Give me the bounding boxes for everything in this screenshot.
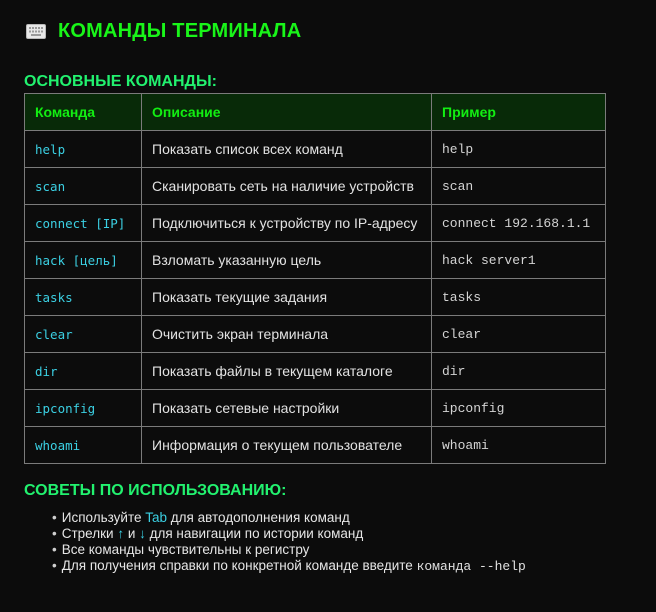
- description-cell: Информация о текущем пользователе: [142, 427, 432, 464]
- table-row: [25, 279, 606, 316]
- description-cell: Показать сетевые настройки: [142, 390, 432, 427]
- description-cell: Показать текущие задания: [142, 279, 432, 316]
- tip-text: для навигации по истории команд: [145, 526, 364, 541]
- description-cell: Сканировать сеть на наличие устройств: [142, 168, 432, 205]
- tip-item: [52, 526, 526, 542]
- command-cell: connect [IP]: [25, 205, 142, 242]
- table-row: [25, 427, 606, 464]
- example-cell: clear: [432, 316, 606, 353]
- usage-tips-list: [52, 510, 526, 575]
- commands-table: [24, 93, 606, 464]
- tip-item: [52, 542, 526, 558]
- tip-text: для автодополнения команд: [167, 510, 350, 525]
- column-header-description: Описание: [142, 94, 432, 131]
- example-cell: scan: [432, 168, 606, 205]
- tip-text: Используйте: [61, 510, 146, 525]
- arrow-up-icon: ↑: [117, 526, 125, 541]
- column-header-command: Команда: [25, 94, 142, 131]
- command-cell: scan: [25, 168, 142, 205]
- command-cell: whoami: [25, 427, 142, 464]
- usage-tips-heading: СОВЕТЫ ПО ИСПОЛЬЗОВАНИЮ:: [24, 482, 287, 499]
- column-header-example: Пример: [432, 94, 606, 131]
- example-cell: connect 192.168.1.1: [432, 205, 606, 242]
- table-row: [25, 316, 606, 353]
- command-cell: help: [25, 131, 142, 168]
- description-cell: Показать файлы в текущем каталоге: [142, 353, 432, 390]
- example-cell: dir: [432, 353, 606, 390]
- tip-item: [52, 510, 526, 526]
- table-header-row: [25, 94, 606, 131]
- table-row: [25, 131, 606, 168]
- example-cell: hack server1: [432, 242, 606, 279]
- example-cell: tasks: [432, 279, 606, 316]
- command-cell: ipconfig: [25, 390, 142, 427]
- basic-commands-heading: ОСНОВНЫЕ КОМАНДЫ:: [24, 73, 217, 90]
- tip-text: Для получения справки по конкретной команде введите: [61, 558, 417, 573]
- header: [26, 17, 301, 45]
- page-title: КОМАНДЫ ТЕРМИНАЛА: [58, 19, 302, 42]
- description-cell: Подключиться к устройству по IP-адресу: [142, 205, 432, 242]
- example-cell: ipconfig: [432, 390, 606, 427]
- tip-text: и: [124, 526, 140, 541]
- table-row: [25, 205, 606, 242]
- table-row: [25, 168, 606, 205]
- table-row: [25, 242, 606, 279]
- description-cell: Взломать указанную цель: [142, 242, 432, 279]
- command-cell: clear: [25, 316, 142, 353]
- tip-item: [52, 558, 526, 575]
- tip-text: Все команды чувствительны к регистру: [61, 542, 310, 557]
- command-cell: dir: [25, 353, 142, 390]
- arrow-down-icon: ↓: [139, 526, 146, 541]
- example-cell: help: [432, 131, 606, 168]
- tip-text: Стрелки: [61, 526, 118, 541]
- help-command-example: команда --help: [416, 559, 526, 574]
- tab-key-label: Tab: [145, 510, 168, 525]
- table-row: [25, 353, 606, 390]
- table-row: [25, 390, 606, 427]
- example-cell: whoami: [432, 427, 606, 464]
- command-cell: tasks: [25, 279, 142, 316]
- description-cell: Показать список всех команд: [142, 131, 432, 168]
- description-cell: Очистить экран терминала: [142, 316, 432, 353]
- command-cell: hack [цель]: [25, 242, 142, 279]
- keyboard-icon: [26, 24, 46, 39]
